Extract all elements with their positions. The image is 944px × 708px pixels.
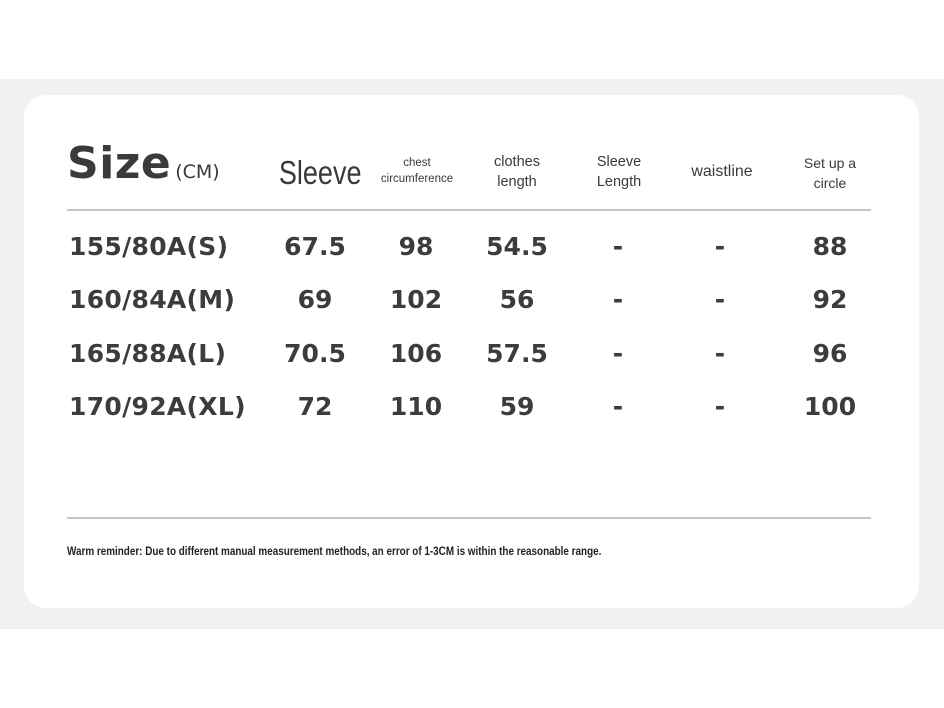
header-sleeve-length <box>580 152 658 192</box>
cell-sleeve-length: - <box>612 339 624 368</box>
cell-sleeve: 69 <box>297 285 333 314</box>
cell-clothes-length: 54.5 <box>486 232 548 261</box>
table-row <box>0 280 944 320</box>
table-row <box>0 227 944 267</box>
cell-set-up-circle: 100 <box>803 392 857 421</box>
header-set-up-circle <box>790 153 870 193</box>
cell-sleeve: 72 <box>297 392 333 421</box>
header-divider <box>67 209 871 211</box>
header-chest-circumference <box>378 155 456 187</box>
header-waistline: waistline <box>691 163 753 180</box>
cell-set-up-circle: 96 <box>812 339 848 368</box>
cell-waistline: - <box>714 232 726 261</box>
cell-size: 160/84A(M) <box>69 285 236 314</box>
cell-set-up-circle: 92 <box>812 285 848 314</box>
title-unit: (CM) <box>175 161 220 183</box>
cell-size: 155/80A(S) <box>69 232 229 261</box>
cell-sleeve-length: - <box>612 232 624 261</box>
cell-clothes-length: 56 <box>499 285 535 314</box>
table-row <box>0 387 944 427</box>
header-clothes-line2: length <box>497 174 537 190</box>
header-sleevelen-line2: Length <box>596 174 642 190</box>
cell-size: 170/92A(XL) <box>69 392 246 421</box>
cell-waistline: - <box>714 392 726 421</box>
warm-reminder-note: Warm reminder: Due to different manual measurement methods, an error of 1-3CM is within the reasonable range. <box>67 546 602 558</box>
cell-set-up-circle: 88 <box>812 232 848 261</box>
cell-chest: 110 <box>389 392 443 421</box>
cell-waistline: - <box>714 285 726 314</box>
cell-sleeve-length: - <box>612 285 624 314</box>
footer-divider <box>67 517 871 519</box>
header-sleeve: Sleeve <box>278 154 362 191</box>
cell-waistline: - <box>714 339 726 368</box>
header-chest-line2: circumference <box>380 173 454 185</box>
header-setup-line1: Set up a <box>803 155 857 171</box>
title-size: Size <box>67 138 172 189</box>
header-clothes-line1: clothes <box>494 154 540 170</box>
cell-size: 165/88A(L) <box>69 339 227 368</box>
cell-sleeve-length: - <box>612 392 624 421</box>
header-sleevelen-line1: Sleeve <box>596 154 642 170</box>
cell-clothes-length: 59 <box>499 392 535 421</box>
cell-clothes-length: 57.5 <box>486 339 548 368</box>
cell-chest: 98 <box>398 232 434 261</box>
table-row <box>0 334 944 374</box>
header-chest-line1: chest <box>403 157 431 169</box>
cell-sleeve: 67.5 <box>284 232 346 261</box>
cell-sleeve: 70.5 <box>284 339 346 368</box>
cell-chest: 106 <box>389 339 443 368</box>
header-clothes-length <box>478 152 556 192</box>
header-setup-line2: circle <box>813 175 847 191</box>
cell-chest: 102 <box>389 285 443 314</box>
size-chart-title <box>67 138 220 189</box>
